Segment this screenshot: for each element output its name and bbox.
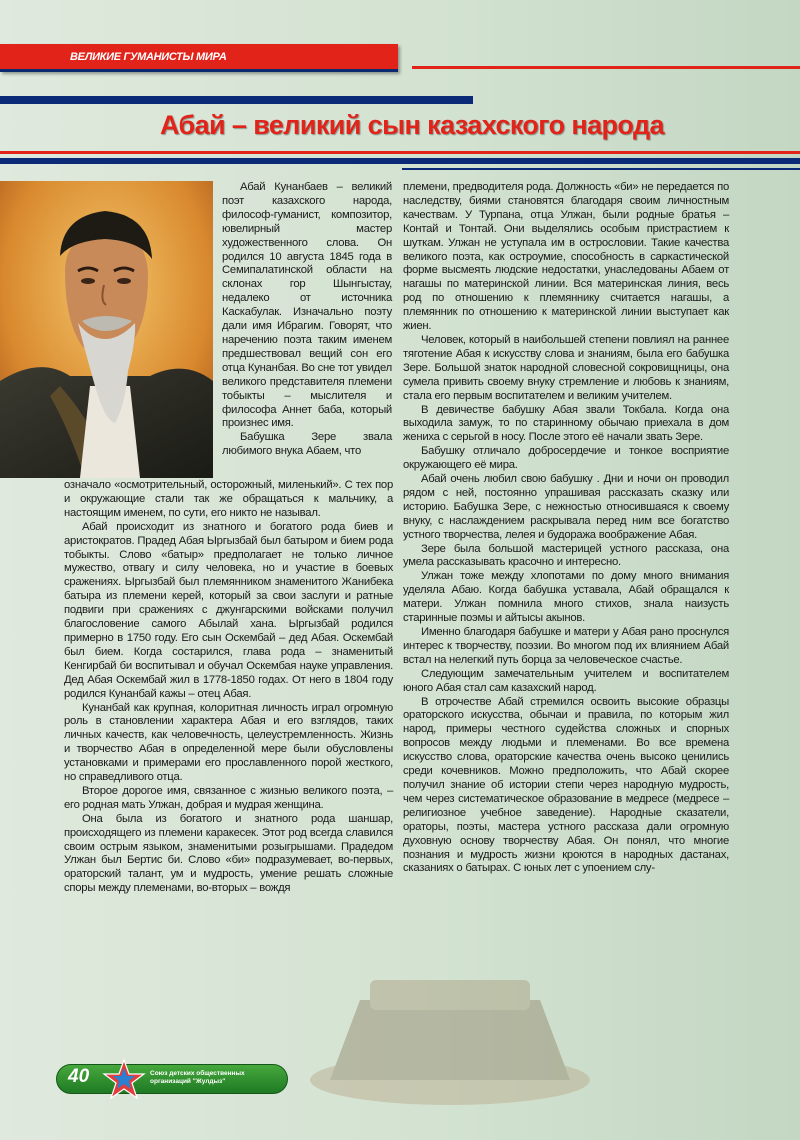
page-number: 40 <box>68 1066 90 1087</box>
paragraph: Кунанбай как крупная, колоритная личность играл огромную роль в становлении характера Абая и его взглядов, таких личных качеств, как человечность, целеустремленность. Жизнь и творчество Абая в определенной мере были обусловлены установками и примерами его прославленного порой жесткого, но справедливого отца. <box>64 701 393 784</box>
portrait-illustration <box>0 181 213 478</box>
title-underline-blue <box>0 158 800 164</box>
column-top-rule <box>402 168 800 170</box>
paragraph: Зере была большой мастерицей устного рассказа, она умела рассказывать красочно и интересно. <box>403 542 729 569</box>
article-column-left <box>64 479 393 896</box>
article-column-right <box>403 181 729 876</box>
title-top-bar <box>0 96 473 104</box>
paragraph: Человек, который в наибольшей степени повлиял на раннее тяготение Абая к искусству слова и знаниям, была его бабушка Зере. Большой знаток народной словесной сокровищницы, она сумела привить своему внуку стремление и любовь к знаниям, стала его первым воспитателем и великим учителем. <box>403 333 729 402</box>
organization-name <box>150 1070 282 1086</box>
paragraph: В девичестве бабушку Абая звали Токбала. Когда она выходила замуж, то по старинному обычаю приехала в дом жениха с серьгой в носу. После этого её начали звать Зере. <box>403 403 729 444</box>
paragraph: Абай очень любил свою бабушку . Дни и ночи он проводил рядом с ней, постоянно упрашивая рассказать сказку или историю. Бабушка Зере, с нежностью относившаяся к своему внуку, с наслаждением раскрывала перед ним все богатство устного творчества, лелея и будоража воображение Абая. <box>403 473 729 541</box>
paragraph: В отрочестве Абай стремился освоить высокие образцы ораторского искусства, обычаи и правила, по которым жил народ, примеры честного судейства сложных и спорных вопросов между людьми и племенами. Во все времена искусство слова, ораторские качества очень высоко ценились среди кочевников. Можно предположить, что Абай скорее получил знание об истории степи через народную мудрость, чем через систематическое образование в медресе (медресе – религиозное учебное заведение). Народные сказатели, ораторы, поэты, мастера устного рассказа дали огромную духовную основу творчеству Абая. Он понял, что многие познания и мудрость жизни кроются в народных дастанах, сказаниях о батырах. С юных лет с упоением слу- <box>403 695 729 875</box>
organization-name-line: организаций "Жулдыз" <box>150 1078 226 1085</box>
portrait-image <box>0 181 213 478</box>
article-title: Абай – великий сын казахского народа <box>160 110 664 140</box>
paragraph: Улжан тоже между хлопотами по дому много внимания уделяла Абаю. Когда бабушка уставала, Абай обращался к матери. Улжан помнила много стихов, знала наизусть старинные поэмы и айтысы акынов. <box>403 570 729 625</box>
paragraph: Следующим замечательным учителем и воспитателем юного Абая стал сам казахский народ. <box>403 667 729 694</box>
title-underline-red <box>0 151 800 154</box>
paragraph: означало «осмотрительный, осторожный, миленький». С тех пор и окружающие стали так же обращаться к мальчику, а настоящим именем, по сути, его никто не называл. <box>64 479 393 519</box>
paragraph: Абай происходит из знатного и богатого рода биев и аристократов. Прадед Абая Ыргызбай был батыром и бием рода тобыкты. Слово «батыр» предполагает не только личное мужество, отвагу и силу человека, но и участие в боевых сражениях. Ыргызбай был племянником знаменитого Жанибека батыра из племени керей, который за свои заслуги и ратные подвиги при сражениях с джунгарскими войсками получил благословение самого Абылай хана. Ыргызбай родился примерно в 1750 году. Его сын Оскембай – дед Абая. Оскембай был бием. Когда состарился, глава рода – знаменитый Кенгирбай би воспитывал и обучал Оскембая науке управления. Дед Абая Оскембай жил в 1778-1850 годах. От него в 1804 году родился Кунанбай кажы – отец Абая. <box>64 520 393 700</box>
paragraph: Бабушку отличало добросердечие и тонкое восприятие окружающего её мира. <box>403 445 729 472</box>
organization-name-line: Союз детских общественных <box>150 1070 245 1077</box>
paragraph: Второе дорогое имя, связанное с жизнью великого поэта, – его родная мать Улжан, добрая и мудрая женщина. <box>64 784 393 811</box>
paragraph: Бабушка Зере звала любимого внука Абаем, что <box>222 431 392 458</box>
rubric-divider-line <box>412 66 800 69</box>
rubric-label: ВЕЛИКИЕ ГУМАНИСТЫ МИРА <box>70 51 227 63</box>
article-column-top-right-of-portrait <box>222 181 392 459</box>
paragraph: Она была из богатого и знатного рода шаншар, происходящего из племени каракесек. Этот род всегда славился своим острым языком, знаменитыми розыгрышами. Прадедом Улжан был Бертис би. Слово «би» подразумевает, во-первых, ораторский талант, ум и мудрость, умение решать сложные споры между племенами, во-вторых – вождя <box>64 812 393 895</box>
paragraph: Абай Кунанбаев – великий поэт казахского народа, философ-гуманист, композитор, ювелирный мастер художественного слова. Он родился 10 августа 1845 года в Семипалатинской области на склонах гор Шынгыстау, недалеко от источника Каскабулак. Изначально поэту дали имя Ибрагим. Говорят, что наречению поэта таким именем предшествовал вещий сон его отца Кунанбая. Во сне тот увидел великого представителя племени тобыкты – мыслителя и философа Аннет баба, который произнес имя. <box>222 181 392 430</box>
star-logo-icon <box>102 1058 146 1102</box>
decorative-artifact-image <box>300 960 600 1110</box>
paragraph: племени, предводителя рода. Должность «би» не передается по наследству, биями становятся благодаря своим личностным качествам. У Турпана, отца Улжан, были родные братья – Контай и Тонтай. Они выделялись особым пристрастием к шуткам. Улжан не уступала им в острословии. Такие качества великого поэта, как остроумие, способность в саркастической форме высмеять людские недостатки, унаследованы Абаем от нагашы по материнской линии. Вся материнская линия, весь род по отношению к племяннику считается нагашы, а племянник по отношению к материнской линии выступает как жиен. <box>403 181 729 333</box>
paragraph: Именно благодаря бабушке и матери у Абая рано проснулся интерес к творчеству, поэзии. Во многом под их влиянием Абай встал на нелегкий путь борца за человеческое счастье. <box>403 626 729 666</box>
